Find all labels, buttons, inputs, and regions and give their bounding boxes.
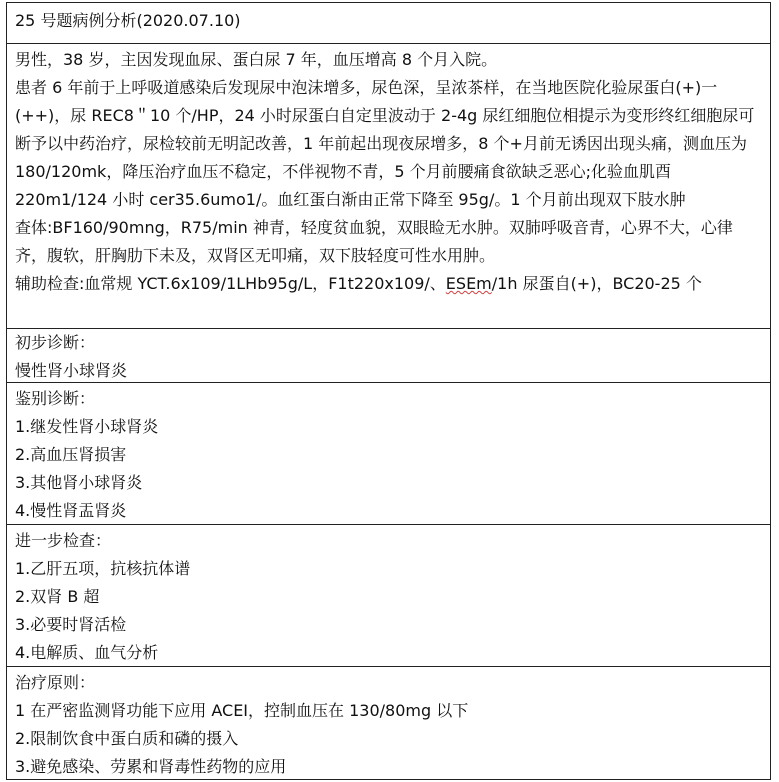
- list-item: 3.避免感染、劳累和肾毒性药物的应用: [15, 757, 287, 776]
- case-summary: 男性，38 岁，主因发现血尿、蛋白尿 7 年，血压增高 8 个月入院。: [15, 50, 498, 69]
- list-item: 1.继发性肾小球肾炎: [15, 417, 159, 436]
- list-item: 2.双肾 B 超: [15, 587, 100, 606]
- list-item: 4.慢性肾盂肾炎: [15, 501, 127, 520]
- list-item: 1 在严密监测肾功能下应用 ACEI，控制血压在 130/80mg 以下: [15, 701, 469, 720]
- list-item: 2.限制饮食中蛋白质和磷的摄入: [15, 729, 239, 748]
- auxiliary-exam: [15, 270, 762, 298]
- title-row: [7, 3, 770, 44]
- auxiliary-exam-flagged-term: ESEm: [445, 274, 492, 293]
- case-history: 患者 6 年前于上呼吸道感染后发现尿中泡沫增多，尿色深，呈浓茶样，在当地医院化验尿蛋白(+)一(++)，尿 REC8＂10 个/HP，24 小时尿蛋白自定里波动于 2-4g 尿红细胞位相提示为变形终红细胞尿可断予以中药治疗，尿检较前无明記改善，1 年前起出现夜尿增多，8 个+月前无诱因出现头痛，测血压为 180/120mk，降压治疗血压不稳定，不伴视物不青，5 个月前腰痛食欲缺乏恶心;化验血肌酉 220m1/124 小时 cer35.6umo1/。血红蛋白渐由正常下降至 95g/。1 个月前出现双下肢水肿: [15, 78, 755, 209]
- list-item: 4.电解质、血气分析: [15, 643, 159, 662]
- document-title: 25 号题病例分析(2020.07.10): [15, 11, 241, 30]
- auxiliary-exam-suffix: /1h 尿蛋自(+)，BC20-25 个: [491, 274, 702, 293]
- treatment-heading: 治疗原则：: [15, 673, 96, 692]
- further-exam-heading: 进一步检查：: [15, 531, 112, 550]
- case-row: [7, 44, 770, 329]
- differential-diagnosis-heading: 鉴别诊断：: [15, 389, 96, 408]
- list-item: 2.高血压肾损害: [15, 445, 127, 464]
- further-exam-row: [7, 525, 770, 667]
- list-item: 3.其他肾小球肾炎: [15, 473, 143, 492]
- preliminary-diagnosis-row: [7, 329, 770, 383]
- treatment-row: [7, 667, 770, 781]
- auxiliary-exam-prefix: 辅助检查:血常规 YCT.6x109/1LHb95g/L，F1t220x109/、: [15, 274, 446, 293]
- differential-diagnosis-row: [7, 383, 770, 525]
- physical-exam: 查体:BF160/90mng，R75/min 神青，轻度贫血貌，双眼睑无水肿。双肺呼吸音青，心界不大，心律齐，腹软，肝胸肋下未及，双肾区无叩痛，双下肢轻度可性水用肿。: [15, 218, 733, 265]
- preliminary-diagnosis-value: 慢性肾小球肾炎: [15, 361, 128, 380]
- list-item: 1.乙肝五项，抗核抗体谱: [15, 559, 191, 578]
- case-analysis-table: [6, 2, 771, 780]
- list-item: 3.必要时肾活检: [15, 615, 127, 634]
- preliminary-diagnosis-heading: 初步诊断：: [15, 333, 96, 352]
